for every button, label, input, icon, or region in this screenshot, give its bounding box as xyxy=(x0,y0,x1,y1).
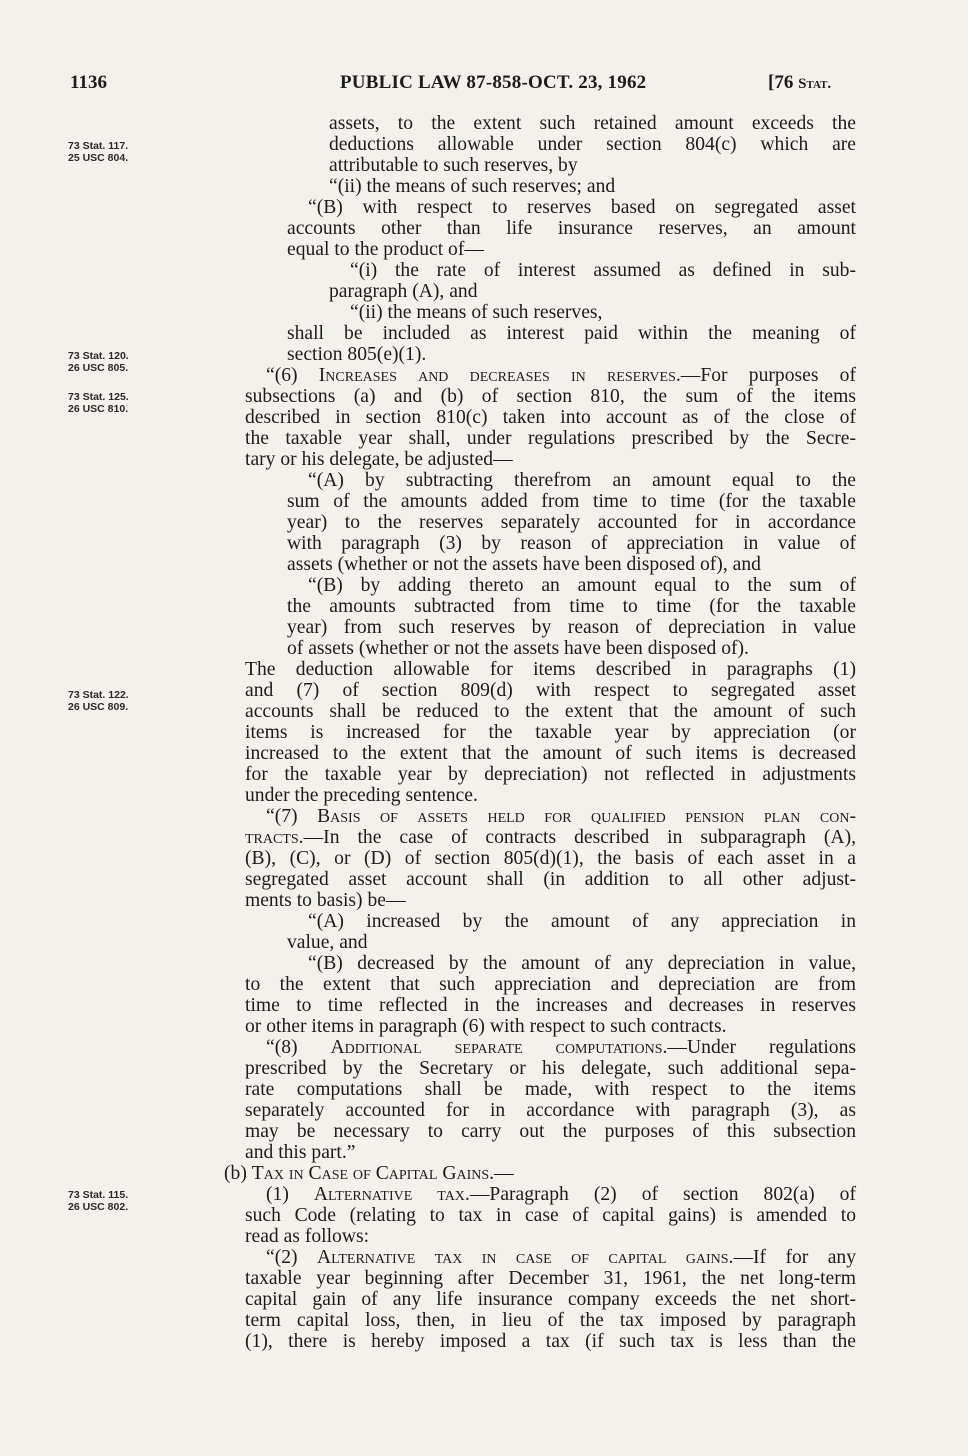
text-line: tary or his delegate, be adjusted— xyxy=(245,449,513,470)
text-line: tracts.—In the case of contracts described in subparagraph (A), xyxy=(245,827,856,848)
text-line: read as follows: xyxy=(245,1226,370,1247)
text-line: “(B) by adding thereto an amount equal to the sum of xyxy=(308,575,856,596)
text-line: to the extent that such appreciation and depreciation are from xyxy=(245,974,856,995)
text-line: year) to the reserves separately accounted for in accordance xyxy=(287,512,856,533)
margin-note: 73 Stat. 115. 26 USC 802. xyxy=(68,1189,129,1213)
text-line: shall be included as interest paid within the meaning of xyxy=(287,323,856,344)
text-line: such Code (relating to tax in case of capital gains) is amended to xyxy=(245,1205,856,1226)
text-line: segregated asset account shall (in addition to all other adjust- xyxy=(245,869,856,890)
text-line: paragraph (A), and xyxy=(329,281,478,302)
text-line: deductions allowable under section 804(c) which are xyxy=(329,134,856,155)
text-line: capital gain of any life insurance company exceeds the net short- xyxy=(245,1289,856,1310)
volume-reference: [76 Stat. xyxy=(768,72,832,93)
text-line: assets, to the extent such retained amount exceeds the xyxy=(329,113,856,134)
text-line: time to time reflected in the increases and decreases in reserves xyxy=(245,995,856,1016)
text-line: The deduction allowable for items described in paragraphs (1) xyxy=(245,659,856,680)
text-line: rate computations shall be made, with respect to the items xyxy=(245,1079,856,1100)
text-line: the amounts subtracted from time to time (for the taxable xyxy=(287,596,856,617)
text-line: year) from such reserves by reason of depreciation in value xyxy=(287,617,856,638)
text-line: (B), (C), or (D) of section 805(d)(1), the basis of each asset in a xyxy=(245,848,856,869)
text-line: items is increased for the taxable year by appreciation (or xyxy=(245,722,856,743)
text-line: “(ii) the means of such reserves; and xyxy=(329,176,616,197)
text-line: assets (whether or not the assets have been disposed of), and xyxy=(287,554,761,575)
text-line: “(B) with respect to reserves based on segregated asset xyxy=(308,197,856,218)
paragraph-b1-heading: (1) Alternative tax.—Paragraph (2) of section 802(a) of xyxy=(266,1184,857,1205)
text-line: “(i) the rate of interest assumed as defined in sub- xyxy=(350,260,856,281)
text-line: attributable to such reserves, by xyxy=(329,155,578,176)
subsection-b-heading: (b) Tax in Case of Capital Gains.— xyxy=(224,1163,514,1184)
text-line: described in section 810(c) taken into account as of the close of xyxy=(245,407,856,428)
text-line: equal to the product of— xyxy=(287,239,484,260)
text-line: of assets (whether or not the assets have been disposed of). xyxy=(287,638,749,659)
paragraph-8-heading: “(8) Additional separate computations.—Under regulations xyxy=(266,1037,856,1058)
text-line: may be necessary to carry out the purposes of this subsection xyxy=(245,1121,856,1142)
text-line: “(ii) the means of such reserves, xyxy=(350,302,603,323)
text-line: with paragraph (3) by reason of appreciation in value of xyxy=(287,533,856,554)
margin-note: 73 Stat. 122. 26 USC 809. xyxy=(68,689,129,713)
text-line: “(A) by subtracting therefrom an amount equal to the xyxy=(308,470,856,491)
text-line: “(B) decreased by the amount of any depreciation in value, xyxy=(308,953,856,974)
paragraph-7-heading: “(7) Basis of assets held for qualified pension plan con- xyxy=(266,806,856,827)
text-line: term capital loss, then, in lieu of the tax imposed by paragraph xyxy=(245,1310,856,1331)
text-line: increased to the extent that the amount of such items is decreased xyxy=(245,743,856,764)
text-line: sum of the amounts added from time to time (for the taxable xyxy=(287,491,856,512)
running-title: PUBLIC LAW 87-858-OCT. 23, 1962 xyxy=(340,72,647,93)
text-line: and (7) of section 809(d) with respect to segregated asset xyxy=(245,680,856,701)
text-line: (1), there is hereby imposed a tax (if such tax is less than the xyxy=(245,1331,856,1352)
text-line: and this part.” xyxy=(245,1142,356,1163)
text-line: accounts shall be reduced to the extent that the amount of such xyxy=(245,701,856,722)
page-header xyxy=(0,72,968,98)
paragraph-b2-heading: “(2) Alternative tax in case of capital gains.—If for any xyxy=(266,1247,856,1268)
text-line: under the preceding sentence. xyxy=(245,785,478,806)
text-line: or other items in paragraph (6) with respect to such contracts. xyxy=(245,1016,727,1037)
text-line: separately accounted for in accordance with paragraph (3), as xyxy=(245,1100,856,1121)
text-line: ments to basis) be— xyxy=(245,890,406,911)
text-line: for the taxable year by depreciation) not reflected in adjustments xyxy=(245,764,856,785)
text-line: taxable year beginning after December 31, 1961, the net long-term xyxy=(245,1268,856,1289)
text-line: “(A) increased by the amount of any appreciation in xyxy=(308,911,856,932)
text-line: value, and xyxy=(287,932,368,953)
text-line: section 805(e)(1). xyxy=(287,344,427,365)
text-line: accounts other than life insurance reserves, an amount xyxy=(287,218,856,239)
page-number: 1136 xyxy=(70,72,107,93)
margin-note: 73 Stat. 120. 26 USC 805. xyxy=(68,350,129,374)
margin-note: 73 Stat. 117. 25 USC 804. xyxy=(68,140,129,164)
paragraph-6-heading: “(6) Increases and decreases in reserves.—For purposes of xyxy=(266,365,856,386)
text-line: prescribed by the Secretary or his delegate, such additional sepa- xyxy=(245,1058,856,1079)
text-line: the taxable year shall, under regulations prescribed by the Secre- xyxy=(245,428,856,449)
text-line: subsections (a) and (b) of section 810, the sum of the items xyxy=(245,386,856,407)
margin-note: 73 Stat. 125. 26 USC 810. xyxy=(68,391,129,415)
